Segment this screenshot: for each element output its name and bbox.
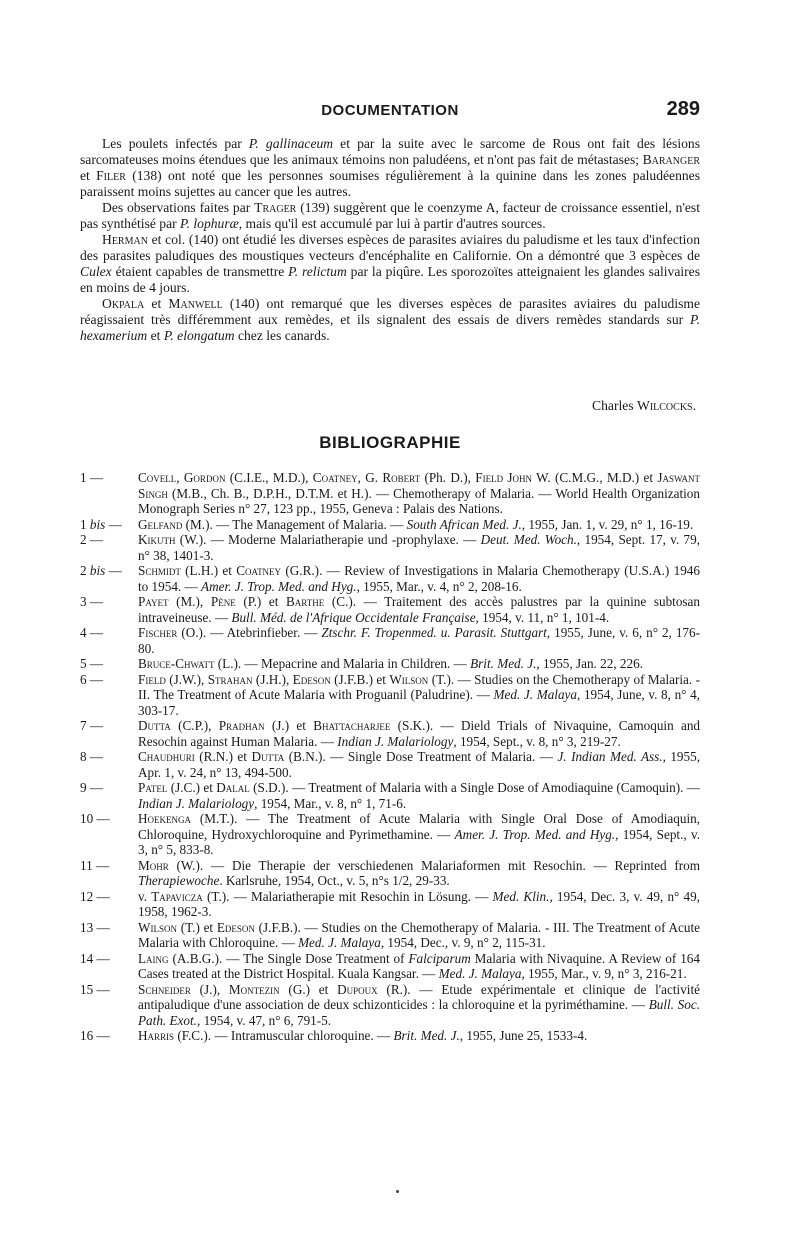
- text-run: Malaria with Nivaquine. A Review of 164 Cases treated at the District Hospital. Kuala Kangsar. —: [138, 950, 700, 981]
- entry-number-suffix: bis: [89, 563, 106, 578]
- text-run: (P.) et: [235, 594, 287, 609]
- italic-text: P. lophuræ: [180, 216, 239, 231]
- body-text: [80, 136, 700, 344]
- text-run: par la piqûre. Les sporozoïtes atteignaient les glandes salivaires en moins de 4 jours.: [80, 264, 700, 295]
- italic-text: Culex: [80, 264, 112, 279]
- text-run: , 1954, Dec., v. 9, n° 2, 115-31.: [380, 935, 546, 950]
- entry-number-value: 10: [80, 811, 94, 826]
- entry-number-value: 1: [80, 516, 87, 532]
- bibliography-entry: [80, 470, 700, 517]
- bibliography-entry: [80, 951, 700, 982]
- author-first-name: Charles: [592, 398, 637, 413]
- author-name: Wilson: [138, 919, 177, 935]
- author-name: Baranger: [642, 152, 700, 167]
- text-run: , 1954, Dec. 3, v. 49, n° 49, 1958, 1962-3.: [138, 888, 700, 919]
- italic-text: Amer. J. Trop. Med. and Hyg.: [201, 578, 357, 594]
- text-run: et col. (140) ont étudié les diverses espèces de parasites aviaires du paludisme et les taux d'infection des parasites paludiques des moustiques vecteurs d'encéphalite en Californie. On a démontré que 3 espèces de: [80, 232, 700, 263]
- italic-text: J. Indian Med. Ass.: [557, 749, 663, 764]
- entry-number: 12 —: [80, 888, 110, 904]
- author-name: Hoekenga: [138, 811, 192, 826]
- italic-text: Med. J. Malaya: [298, 935, 381, 950]
- author-last-name: Wilcocks.: [636, 398, 696, 413]
- entry-number-value: 11: [80, 857, 93, 873]
- text-run: Des observations faites par: [102, 200, 255, 215]
- author-name: Okpala: [102, 296, 145, 311]
- italic-text: P. hexamerium: [80, 312, 700, 343]
- author-name: Pène: [210, 594, 236, 609]
- entry-number-value: 13: [80, 919, 94, 935]
- author-name: Chaudhuri: [138, 749, 195, 764]
- text-run: , 1955, Mar., v. 9, n° 3, 216-21.: [521, 966, 687, 981]
- entry-citation: [138, 780, 700, 811]
- entry-number-value: 9: [80, 780, 87, 795]
- print-speck: [396, 1190, 399, 1193]
- bibliography-entry: [80, 563, 700, 594]
- entry-citation: [138, 1028, 587, 1043]
- bibliography-entry: [80, 718, 700, 749]
- entry-citation: [138, 563, 700, 594]
- paragraph: [80, 296, 700, 344]
- entry-citation: [138, 718, 700, 749]
- italic-text: Falciparum: [408, 950, 471, 966]
- text-run: (M.B., Ch. B., D.P.H., D.T.M. et H.). — Chemotherapy of Malaria. — World Health Organization Monograph Series n° 27, 123 pp., 1955, Geneva : Palais des Nations.: [138, 485, 700, 516]
- entry-number-value: 2: [80, 532, 87, 547]
- text-run: (T.). — Malariatherapie mit Resochin in Lösung. —: [202, 888, 493, 904]
- entry-citation: [138, 982, 700, 1028]
- entry-number-value: 16: [80, 1028, 94, 1043]
- text-run: (T.) et: [176, 919, 217, 935]
- entry-number: 4 —: [80, 625, 104, 640]
- italic-text: Med. J. Malaya: [493, 687, 577, 702]
- text-run: (W.). — Die Therapie der verschiedenen Malariaformen mit Resochin. — Reprinted from: [168, 857, 700, 873]
- bibliography-entry: [80, 1028, 700, 1044]
- author-name: Filer: [96, 168, 126, 183]
- author-name: Gelfand: [138, 516, 183, 532]
- text-run: . Karlsruhe, 1954, Oct., v. 5, n°s 1/2, 29-33.: [219, 873, 450, 888]
- entry-number-value: 15: [80, 981, 94, 997]
- italic-text: Amer. J. Trop. Med. and Hyg.: [454, 826, 616, 842]
- entry-number-value: 1: [80, 470, 87, 485]
- text-run: (M.T.). — The Treatment of Acute Malaria with Single Oral Dose of Amodiaquin, Chloroquine, Hydroxychloroquine and Pyrimethamine. —: [138, 811, 700, 842]
- bibliography-entry: [80, 625, 700, 656]
- italic-text: Med. J. Malaya: [438, 966, 522, 981]
- paragraph: [80, 200, 700, 232]
- entry-number: 1 —: [80, 470, 104, 485]
- text-run: (L.H.) et: [180, 563, 237, 578]
- entry-number: 10 —: [80, 811, 110, 826]
- author-name: Manwell: [168, 296, 223, 311]
- entry-citation: [138, 749, 700, 780]
- author-name: Fischer: [138, 625, 178, 640]
- author-name: Coatney, G. Robert: [312, 470, 421, 485]
- text-run: Les poulets infectés par: [102, 136, 249, 151]
- entry-number-value: 14: [80, 950, 94, 966]
- text-run: (M.). — The Management of Malaria. —: [182, 516, 407, 532]
- text-run: et: [80, 168, 97, 183]
- text-run: , mais qu'il est accumulé par lui à partir d'autres sources.: [238, 216, 546, 231]
- author-name: Mohr: [138, 857, 169, 873]
- author-name: Trager: [254, 200, 297, 215]
- entry-number: 1 bis —: [80, 516, 122, 532]
- bibliography-entry: [80, 811, 700, 858]
- bibliography-entry: [80, 594, 700, 625]
- author-name: Field John: [475, 470, 533, 485]
- text-run: , 1954, v. 11, n° 1, 101-4.: [475, 609, 610, 625]
- entry-number: 2 bis —: [80, 563, 122, 578]
- italic-text: Ztschr. F. Tropenmed. u. Parasit. Stuttgart: [321, 625, 547, 640]
- entry-number-value: 7: [80, 718, 87, 733]
- bibliography-entry: [80, 982, 700, 1029]
- author-name: Barthe: [286, 594, 325, 609]
- entry-number-value: 4: [80, 625, 87, 640]
- author-name: Schneider: [138, 981, 191, 997]
- italic-text: P. relictum: [288, 264, 347, 279]
- text-run: (F.C.). — Intramuscular chloroquine. —: [174, 1028, 394, 1043]
- text-run: (B.N.). — Single Dose Treatment of Malaria. —: [284, 749, 558, 764]
- author-name: Laing: [138, 950, 169, 966]
- text-run: (W.). — Moderne Malariatherapie und -prophylaxe. —: [175, 532, 481, 547]
- bibliography-title: BIBLIOGRAPHIE: [319, 433, 461, 452]
- text-run: (J.W.),: [165, 671, 208, 687]
- italic-text: South African Med. J.: [406, 516, 522, 532]
- entry-citation: [138, 470, 700, 516]
- entry-number-value: 12: [80, 888, 94, 904]
- author-name: Coatney: [236, 563, 282, 578]
- bibliography-entry: [80, 780, 700, 811]
- text-run: , 1954, Sept., v. 8, n° 3, 219-27.: [453, 733, 621, 749]
- entry-number: 14 —: [80, 950, 110, 966]
- entry-number-value: 8: [80, 749, 87, 764]
- text-run: , 1954, Sept. 17, v. 79, n° 38, 1401-3.: [138, 532, 701, 563]
- author-name: Dupoux: [337, 981, 378, 997]
- page-number: 289: [666, 98, 700, 120]
- entry-number: 5 —: [80, 656, 104, 671]
- entry-number: 6 —: [80, 671, 104, 687]
- text-run: (C.I.E., M.D.),: [225, 470, 313, 485]
- entry-citation: [138, 625, 700, 656]
- entry-number: 11 —: [80, 857, 110, 873]
- text-run: et par la suite avec le sarcome de Rous ont fait des lésions sarcomateuses moins étendues que les animaux témoins non paludéens, et n'ont pas fait de métastases;: [80, 136, 700, 167]
- text-run: , 1954, Mar., v. 8, n° 1, 71-6.: [254, 795, 407, 811]
- italic-text: Indian J. Malariology: [138, 795, 255, 811]
- text-run: (C.P.),: [170, 718, 219, 733]
- author-name: Schmidt: [138, 563, 181, 578]
- author-name: Wilson: [389, 671, 429, 687]
- text-run: , 1955, Mar., v. 4, n° 2, 208-16.: [356, 578, 522, 594]
- text-run: (C.). — Traitement des accès palustres par la quinine subtosan intraveineuse. —: [138, 594, 701, 625]
- text-run: , 1955, Apr. 1, v. 24, n° 13, 494-500.: [138, 749, 701, 780]
- bibliography-entry: [80, 749, 700, 780]
- entry-citation: [138, 672, 700, 718]
- entry-citation: [138, 517, 693, 532]
- entry-number: 16 —: [80, 1028, 110, 1043]
- author-name: Jaswant Singh: [138, 470, 701, 501]
- text-run: , 1955, June, v. 6, n° 2, 176-80.: [138, 625, 701, 656]
- bibliography-entry: [80, 920, 700, 951]
- author-name: Montezin: [228, 981, 280, 997]
- entry-citation: [138, 532, 700, 563]
- paragraph: [80, 232, 700, 296]
- author-name: Payet: [138, 594, 169, 609]
- author-name: Dutta: [138, 718, 171, 733]
- bibliography-entry: [80, 532, 700, 563]
- bibliography-entry: [80, 889, 700, 920]
- entry-citation: [138, 594, 700, 625]
- text-run: (J.),: [190, 981, 229, 997]
- text-run: (J.F.B.). — Studies on the Chemotherapy of Malaria. - III. The Treatment of Acute Malaria with Chloroquine. —: [138, 919, 700, 950]
- entry-number-value: 2: [80, 563, 87, 578]
- text-run: v.: [138, 888, 152, 904]
- italic-text: Brit. Med. J.: [470, 656, 537, 671]
- entry-citation: [138, 656, 643, 671]
- text-run: (138) ont noté que les personnes soumises régulièrement à la quinine dans les zones paludéennes paraissent moins sujettes au cancer que les autres.: [80, 168, 700, 199]
- author-name: Dutta: [251, 749, 285, 764]
- italic-text: Indian J. Malariology: [337, 733, 454, 749]
- author-name: Field: [138, 671, 166, 687]
- bibliography-entry: [80, 858, 700, 889]
- entry-number: 2 —: [80, 532, 104, 547]
- bibliography-list: [80, 470, 700, 1044]
- italic-text: Therapiewoche: [138, 873, 220, 888]
- entry-number-value: 6: [80, 671, 87, 687]
- running-head: DOCUMENTATION: [321, 102, 459, 119]
- author-name: Strahan: [207, 671, 253, 687]
- paragraph: [80, 136, 700, 200]
- text-run: (R.N.) et: [194, 749, 252, 764]
- author-name: Tapavicza: [151, 888, 203, 904]
- text-run: , 1955, Jan. 22, 226.: [536, 656, 644, 671]
- text-run: (G.R.). — Review of Investigations in Malaria Chemotherapy (U.S.A.) 1946 to 1954. —: [138, 563, 700, 594]
- entry-citation: [138, 951, 700, 982]
- text-run: et: [147, 328, 164, 343]
- bibliography-entry: [80, 672, 700, 719]
- text-run: (R.). — Etude expérimentale et clinique de l'activité antipaludique d'une association de deux schizonticides : la chloroquine et la pyriméthamine. —: [138, 981, 700, 1012]
- entry-number-value: 5: [80, 656, 87, 671]
- entry-citation: [138, 858, 700, 889]
- entry-number: 15 —: [80, 981, 110, 997]
- author-signature: [80, 398, 696, 414]
- author-name: Bruce-Chwatt: [138, 656, 215, 671]
- text-run: (A.B.G.). — The Single Dose Treatment of: [168, 950, 409, 966]
- text-run: étaient capables de transmettre: [111, 264, 289, 279]
- entry-number: 9 —: [80, 780, 104, 795]
- entry-number: 13 —: [80, 919, 110, 935]
- author-name: Pradhan: [218, 718, 265, 733]
- entry-citation: [138, 811, 700, 857]
- text-run: (J.F.B.) et: [330, 671, 390, 687]
- entry-citation: [138, 889, 700, 920]
- author-name: Dalal: [216, 780, 250, 795]
- text-run: (139) suggèrent que le coenzyme A, facteur de croissance essentiel, n'est pas synthétisé par: [80, 200, 700, 231]
- author-name: Edeson: [216, 919, 255, 935]
- author-name: Harris: [138, 1028, 175, 1043]
- author-name: Herman: [102, 232, 148, 247]
- text-run: (T.). — Studies on the Chemotherapy of Malaria. - II. The Treatment of Acute Malaria with Proguanil (Paludrine). —: [138, 671, 700, 702]
- text-run: (J.H.),: [252, 671, 293, 687]
- text-run: (S.K.). — Dield Trials of Nivaquine, Camoquin and Resochin against Human Malaria. —: [138, 718, 701, 749]
- text-run: (J.C.) et: [167, 780, 217, 795]
- italic-text: Bull. Méd. de l'Afrique Occidentale Française: [231, 609, 476, 625]
- text-run: , 1955, Jan. 1, v. 29, n° 1, 16-19.: [521, 516, 694, 532]
- text-run: (140) ont remarqué que les diverses espèces de parasites aviaires du paludisme réagissaient très différemment aux remèdes, et ils signalent des essais de divers remèdes standards sur: [80, 296, 701, 327]
- entry-number: 7 —: [80, 718, 104, 733]
- entry-number: 3 —: [80, 594, 104, 609]
- italic-text: Bull. Soc. Path. Exot.: [138, 997, 700, 1028]
- author-name: Edeson: [292, 671, 331, 687]
- text-run: , 1955, June 25, 1533-4.: [459, 1028, 588, 1043]
- entry-number-suffix: bis: [89, 516, 106, 532]
- text-run: chez les canards.: [234, 328, 330, 343]
- text-run: (J.) et: [264, 718, 314, 733]
- text-run: W. (C.M.G., M.D.) et: [532, 470, 658, 485]
- text-run: , 1954, June, v. 8, n° 4, 303-17.: [138, 687, 700, 718]
- entry-number-value: 3: [80, 594, 87, 609]
- entry-number: 8 —: [80, 749, 104, 764]
- text-run: , 1954, Sept., v. 3, n° 5, 833-8.: [138, 826, 701, 857]
- text-run: (G.) et: [279, 981, 338, 997]
- italic-text: P. gallinaceum: [248, 136, 334, 151]
- text-run: et: [144, 296, 169, 311]
- entry-citation: [138, 920, 700, 951]
- bibliography-entry: [80, 656, 700, 672]
- text-run: (L.). — Mepacrine and Malaria in Children. —: [214, 656, 471, 671]
- text-run: , 1954, v. 47, n° 6, 791-5.: [196, 1012, 332, 1028]
- author-name: Kikuth: [138, 532, 176, 547]
- author-name: Covell, Gordon: [138, 470, 226, 485]
- bibliography-entry: [80, 517, 700, 533]
- text-run: (M.),: [168, 594, 211, 609]
- italic-text: P. elongatum: [163, 328, 235, 343]
- italic-text: Deut. Med. Woch.: [480, 532, 577, 547]
- italic-text: Med. Klin.: [492, 888, 550, 904]
- author-name: Bhattacharjee: [313, 718, 391, 733]
- text-run: (O.). — Atebrinfieber. —: [177, 625, 322, 640]
- italic-text: Brit. Med. J.: [393, 1028, 460, 1043]
- page-header: [80, 98, 700, 124]
- text-run: (Ph. D.),: [420, 470, 476, 485]
- author-name: Patel: [138, 780, 168, 795]
- text-run: (S.D.). — Treatment of Malaria with a Single Dose of Amodiaquine (Camoquin). —: [249, 780, 700, 795]
